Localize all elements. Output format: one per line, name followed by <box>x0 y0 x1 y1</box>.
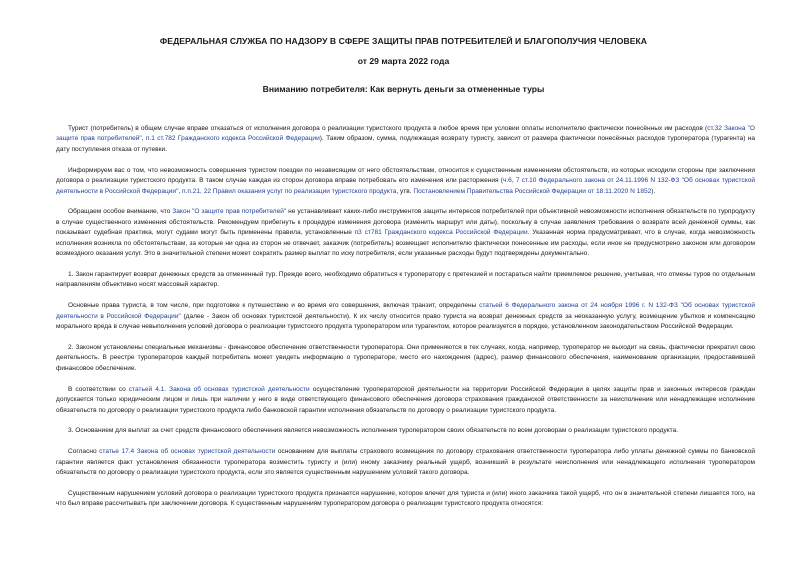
text-run: Обращаем особое внимание, что <box>68 208 173 216</box>
paragraph-2 <box>56 166 755 197</box>
text-run: 3. Основанием для выплат за счет средств финансового обеспечения является невозможность исполнения туроператором своих обязательств по всем договорам о реализации туристского продукта. <box>68 427 679 435</box>
document-heading: Вниманию потребителя: Как вернуть деньги за отмененные туры <box>262 84 545 94</box>
text-run: Турист (потребитель) в общем случае вправе отказаться от исполнения договора о реализации туристского продукта в любое время при условии оплаты исполнителю фактически понесённых им расходов ( <box>68 125 708 132</box>
text-run: осуществление туроператорской деятельности на территории Российской Федерации в целях защиты прав и законных интересов граждан допускается только юридическим лицом и лишь при наличии у него в виде ответствующего финансового обеспечения договора страхования гражданской ответственности за неисполнение или ненадлежащее исполнение обязательств по договору о реализации туристского продукта либо банковской гарантии исполнения обязательств по договору о реализации туристского продукта. <box>56 385 755 414</box>
text-run: 1. Закон гарантирует возврат денежных средств за отмененный тур. Прежде всего, необходимо обратиться к туроператору с претензией и постараться найти приемлемое решение, учитывая, что отмены туров по отдельным направлениям объективно носят массовый характер. <box>56 270 755 289</box>
text-run: В соответствии со <box>68 385 129 393</box>
law-link[interactable]: Постановлением Правительства Российской Федерации от 18.11.2020 N 1852 <box>413 187 652 195</box>
text-run: ). <box>651 187 656 195</box>
text-run: , <box>178 187 183 195</box>
law-link[interactable]: Закон "О защите прав потребителей" <box>172 208 287 216</box>
paragraph-8 <box>56 426 755 436</box>
law-link[interactable]: ч.6, 7 ст.10 Федерального закона от 24.11.1996 N 132-ФЗ "Об основах туристской деятельности в Российской Федерации" <box>56 177 755 195</box>
law-link[interactable]: статьей 6 Федерального закона от 24 ноября 1996 г. N 132-ФЗ "Об основах туристской деятельности в Российской Федерации" <box>56 302 755 320</box>
law-link[interactable]: статье 17.4 Закона об основах туристской деятельности <box>99 448 276 456</box>
text-run: ). Таким образом, сумма, подлежащая возврату туристу, зависит от размера фактически понесённых расходов туроператора (турагента) на дату поступления отказа от путевки. <box>56 135 756 153</box>
document-body <box>56 124 755 520</box>
org-title: ФЕДЕРАЛЬНАЯ СЛУЖБА ПО НАДЗОРУ В СФЕРЕ ЗАЩИТЫ ПРАВ ПОТРЕБИТЕЛЕЙ И БЛАГОПОЛУЧИЯ ЧЕЛОВЕКА <box>159 36 648 46</box>
paragraph-7 <box>56 385 755 416</box>
text-run: Информируем вас о том, что невозможность совершения туристом поездки по независящим от него обстоятельствам, относится к существенным изменениям обстоятельств, из которых исходили стороны при заключении договора о реализации туристского продукта. В таком случае каждая из сторон договора вправе потребовать его изменения или расторжения ( <box>56 166 755 185</box>
text-run: . Указанная норма предусматривает, что в случае, когда невозможность исполнения возникла по обстоятельствам, за которые ни одна из сторон не отвечает, заказчик (потребитель) возмещает исполнителю фактически понесенные им расходы, если иное не предусмотрено законом или договором возмездного оказания услуг. Это в значительной степени может сократить размер выплат по иску потребителя, если указанные расходы будут подтверждены документально. <box>56 229 756 258</box>
law-link[interactable]: статьей 4.1. Закона об основах туристской деятельности <box>128 385 310 393</box>
paragraph-5 <box>56 301 755 332</box>
text-run: не устанавливает каких-либо инструментов защиты интересов потребителей при объективной невозможности исполнения обязательств по турпродукту в случае существенного изменения обстоятельств. Рекомендуем прибегнуть к процедуре изменения договора (изменить маршрут или даты), поскольку в случае заявления требования о возврате всей денежной суммы, как показывает судебная практика, могут судами могут быть применены правила, установленные <box>56 208 755 237</box>
text-run: 2. Законом установлены специальные механизмы - финансовое обеспечение ответственности туроператора. Они применяются в тех случаях, когда, например, туроператор не выходит на связь, фактически прекратил свою деятельность. В реестре туроператоров каждый потребитель может увидеть информацию о туроператоре, место его нахождения (адрес), размер финансового обеспечения, наименование организации, предоставившей финансовое обеспечение. <box>56 344 755 372</box>
law-link[interactable]: п.п.21, 22 Правил оказания услуг по реализации туристского продукта <box>182 187 397 195</box>
paragraph-1 <box>56 124 755 155</box>
paragraph-4 <box>56 270 755 291</box>
law-link[interactable]: п3 ст781 Гражданского кодекса Российской Федерации <box>354 229 528 237</box>
law-link[interactable]: ст.32 Закона "О защите прав потребителей" <box>56 125 755 143</box>
law-link[interactable]: п.1 ст.782 Гражданского кодекса Российской Федерации <box>145 135 320 143</box>
paragraph-10 <box>56 489 755 510</box>
paragraph-6 <box>56 343 755 374</box>
paragraph-3 <box>56 207 755 259</box>
text-run: Согласно <box>68 448 100 456</box>
text-run: основанием для выплаты страхового возмещения по договору страхования ответственности туроператора либо уплаты денежной суммы по банковской гарантии является факт установления обязанности туроператора возместить туристу и (или) иному заказчику реальный ущерб, возникший в результате неисполнения или ненадлежащего исполнения туроператором обязательств по договору о реализации туристского продукта, если это является существенным нарушением условий такого договора. <box>56 448 755 477</box>
text-run: Существенным нарушением условий договора о реализации туристского продукта признается нарушение, которое влечет для туриста и (или) иного заказчика такой ущерб, что он в значительной степени лишается того, на что был вправе рассчитывать при заключении договора. К существенным нарушениям туроператором договора о реализации туристского продукта относятся: <box>56 490 755 508</box>
text-run: Основные права туриста, в том числе, при подготовке к путешествию и во время его совершения, включая транзит, определены <box>68 302 480 310</box>
document-date: от 29 марта 2022 года <box>357 56 450 66</box>
text-run: , утв. <box>396 187 414 195</box>
text-run: (далее - Закон об основах туристской деятельности). К их числу относится право туриста на возврат денежных средств за неоказанную услугу, возмещение убытков и компенсацию морального вреда в случае невыполнения условий договора о реализации туристского продукта туроператором или турагентом, которое реализуется в порядке, установленном законодательством Российской Федерации. <box>56 312 755 331</box>
paragraph-9 <box>56 447 755 478</box>
text-run: , <box>141 135 146 143</box>
